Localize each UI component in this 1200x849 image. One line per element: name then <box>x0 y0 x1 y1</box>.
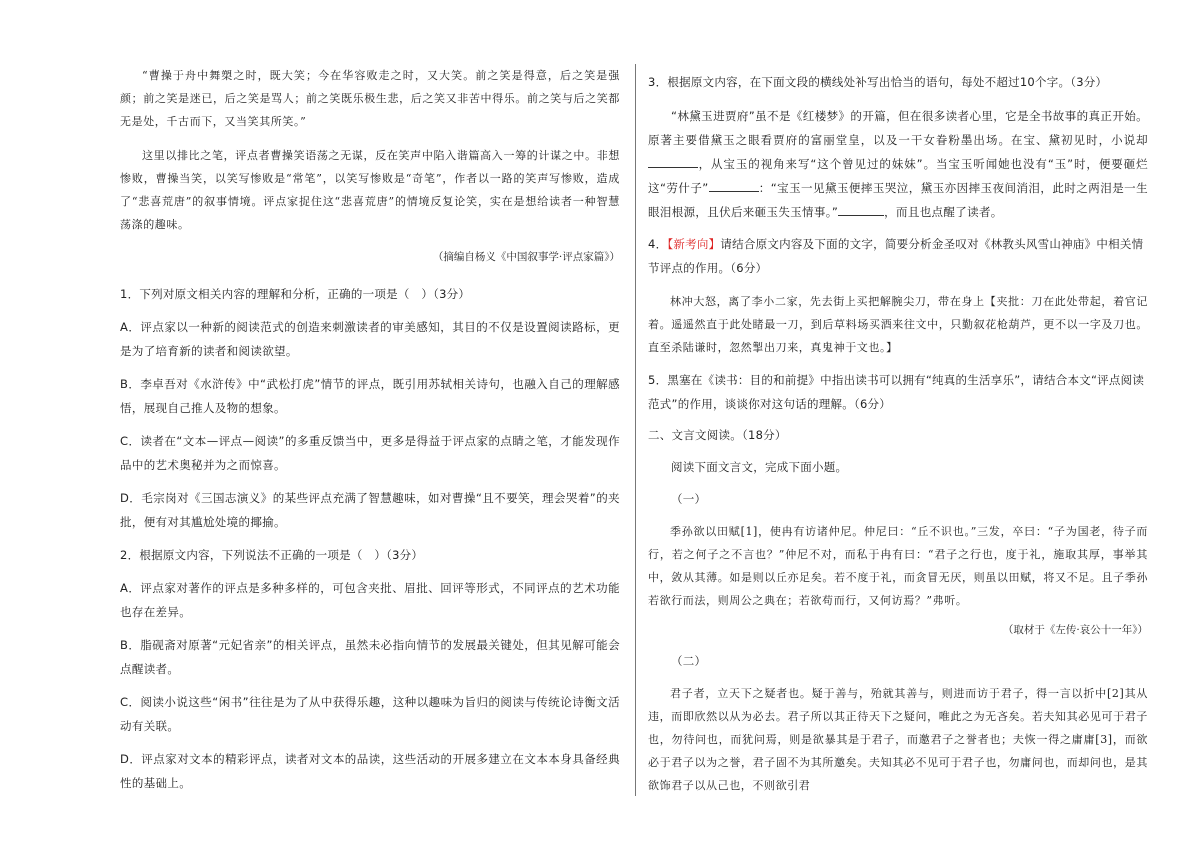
part-1-text: 季孙欲以田赋[1]，使冉有访诸仲尼。仲尼曰：“丘不识也。”三发，卒曰：“子为国老，待子而行，若之何子之不言也？”仲尼不对，而私于冉有曰：“君子之行也，度于礼，施取其厚，事举其中，敛从其薄。如是则以丘亦足矣。若不度于礼，而贪冒无厌，则虽以田赋，将又不足。且子季孙若欲行而法，则周公之典在；若欲苟而行，又何访焉？”弗听。 <box>648 525 1148 607</box>
question-1-option-c: C．读者在“文本—评点—阅读”的多重反馈当中，更多是得益于评点家的点睛之笔，才能发现作品中的艺术奥秘并为之而惊喜。 <box>120 434 620 472</box>
question-3-passage-part-1: “林黛玉进贾府”虽不是《红楼梦》的开篇，但在很多读者心里，它是全书故事的真正开始。原著主要借黛玉之眼看贾府的富丽堂皇，以及一干女眷粉墨出场。在宝、黛初见时，小说却 <box>648 109 1148 147</box>
question-2-option-a: A．评点家对著作的评点是多种多样的，可包含夹批、眉批、回评等形式，不同评点的艺术功能也存在差异。 <box>120 581 620 619</box>
question-4-text: 请结合原文内容及下面的文字，简要分析金圣叹对《林教头风雪山神庙》中相关情节评点的作用。（6分） <box>648 237 1144 275</box>
question-3-passage-part-3: ：“宝玉一见黛玉便摔玉哭泣，黛玉亦因摔玉夜间消泪，此时之两泪是一生眼泪根源，且伏后来砸玉失玉情事。” <box>648 181 1148 219</box>
question-4-excerpt: 林冲大怒，离了李小二家，先去街上买把解腕尖刀，带在身上【夹批：刀在此处带起，着官记着。遥遥然直于此处睹最一刀，到后草料场买酒来往文中，只勤叙花枪葫芦，更不以一字及刀也。直至杀陆谦时，忽然掣出刀来，真鬼神于文也。】 <box>648 295 1148 354</box>
question-4-number: 4． <box>648 237 668 251</box>
section-2-title: 二、文言文阅读。（18分） <box>648 428 787 442</box>
question-2-stem: 2．根据原文内容，下列说法不正确的一项是（ ）（3分） <box>120 548 424 562</box>
new-direction-tag: 【新考向】 <box>667 237 721 251</box>
question-3-stem: 3．根据原文内容，在下面文段的横线处补写出恰当的语句，每处不超过10个字。（3分） <box>648 75 1108 89</box>
left-column <box>120 64 620 795</box>
answer-blank-1[interactable] <box>648 155 698 168</box>
question-4-stem <box>648 232 1148 280</box>
part-2-label: （二） <box>671 654 707 668</box>
question-1-option-a: A．评点家以一种新的阅读范式的创造来刺激读者的审美感知，其目的不仅是设置阅读路标，更是为了培育新的读者和阅读欲望。 <box>120 320 620 358</box>
question-3-passage-part-2: ，从宝玉的视角来写“这个曾见过的妹妹”。当宝玉听闻她也没有“玉”时，便要砸烂这“劳什子” <box>648 157 1148 195</box>
column-divider <box>635 64 636 796</box>
question-2-option-c: C．阅读小说这些“闲书”往往是为了从中获得乐趣，这种以趣味为旨归的阅读与传统论诗衡文活动有关联。 <box>120 695 620 733</box>
part-2-text: 君子者，立天下之疑者也。疑于善与，殆就其善与，则进而访于君子，得一言以折中[2]其从违，而即欣然以从为必去。君子所以其正待天下之疑问，唯此之为无吝矣。若夫知其必见可于君子也，勿待问也，而犹问焉，则是欲暴其是于君子，而邀君子之誉者也；夫恢一得之庸庸[3]，而欲必于君子以为之誉，君子固不为其所邀矣。夫知其必不见可于君子也，勿庸问也，而却问也，是其欲饰君子以从己也，不则欲引君 <box>648 687 1148 792</box>
part-1-source: （取材于《左传·哀公十一年》） <box>1002 624 1148 636</box>
section-2-instruction: 阅读下面文言文，完成下面小题。 <box>671 460 848 474</box>
question-2-option-d: D．评点家对文本的精彩评点，读者对文本的品读，这些活动的开展多建立在文本本身具备经典性的基础上。 <box>120 752 620 790</box>
part-1-label: （一） <box>671 492 707 506</box>
answer-blank-3[interactable] <box>838 203 884 216</box>
question-5-stem: 5．黑塞在《读书：目的和前提》中指出读书可以拥有“纯真的生活享乐”，请结合本文“评点阅读范式”的作用，谈谈你对这句话的理解。（6分） <box>648 373 1145 411</box>
source-citation: （摘编自杨义《中国叙事学·评点家篇》） <box>432 251 620 263</box>
question-1-option-d: D．毛宗岗对《三国志演义》的某些评点充满了智慧趣味，如对曹操“且不要笑，理会哭着”的夹批，便有对其尴尬处境的揶揄。 <box>120 491 620 529</box>
right-column <box>648 64 1148 797</box>
answer-blank-2[interactable] <box>709 179 759 192</box>
question-2-option-b: B．脂砚斋对原著“元妃省亲”的相关评点，虽然未必指向情节的发展最关键处，但其见解可能会点醒读者。 <box>120 638 620 676</box>
question-1-option-b: B．李卓吾对《水浒传》中“武松打虎”情节的评点，既引用苏轼相关诗句，也融入自己的理解感悟，展现自己推人及物的想象。 <box>120 377 620 415</box>
question-1-stem: 1．下列对原文相关内容的理解和分析，正确的一项是（ ）（3分） <box>120 287 471 301</box>
commentary-paragraph: 这里以排比之笔，评点者曹操笑语荡之无谋，反在笑声中陷入谐篇高入一筹的计谋之中。非想惨败，曹操当笑，以笑写惨败是“常笔”，以笑写惨败是“奇笔”，作者以一路的笑声写惨败，造成了“悲喜荒唐”的叙事情境。评点家捉住这“悲喜荒唐”的情境反复论笑，实在是想给读者一种智慧荡涤的趣味。 <box>120 149 620 231</box>
quote-paragraph: “曹操于舟中舞槊之时，既大笑；今在华容败走之时，又大笑。前之笑是得意，后之笑是强颜；前之笑是迷已，后之笑是骂人；前之笑既乐极生悲，后之笑又非苦中得乐。前之笑与后之笑都无是处，千古而下，又当笑其所笑。” <box>120 69 620 128</box>
question-3-passage-part-4: ，而且也点醒了读者。 <box>884 205 1003 219</box>
question-3-passage <box>648 104 1148 224</box>
